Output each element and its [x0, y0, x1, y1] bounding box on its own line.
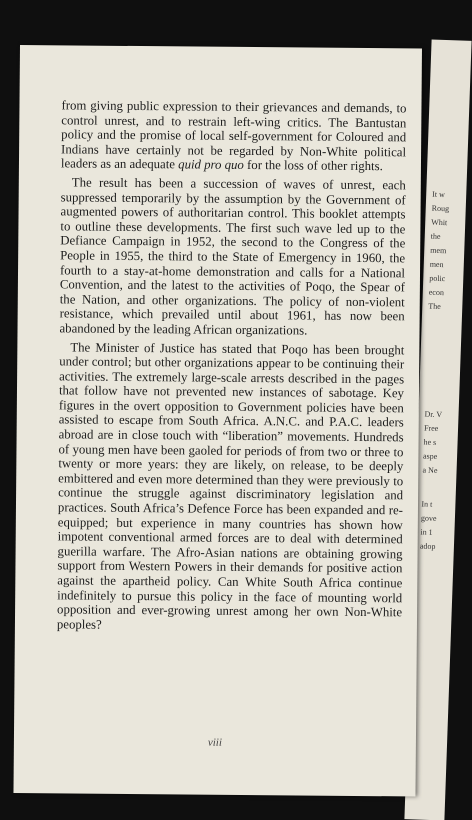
adjacent-text: It w — [432, 189, 446, 200]
adjacent-text: polic — [429, 273, 446, 284]
paragraph: The Minister of Justice has stated that Poqo has been brought under control; but other organizations appear to be continuing their activities. The extremely large-scale arrests described in the pages that follow have not prevented new instances of sabotage. Key figures in the overt opposition to Government policies have been assisted to escape from South Africa. A.N.C. and P.A.C. leaders abroad are in close touch with “liberation” movements. Hundreds of young men have been gaoled for periods of from two or three to twenty or more years: they are likely, on release, to be deeply embittered and even more determined than they were previously to continue the struggle against discriminatory legislation and practices. South Africa’s Defence Force has been expanded and re-equipped; but experience in many countries has shown how impotent conventional armed forces are to deal with determined guerilla warfare. The Afro-Asian nations are obtaining growing support from Western Powers in their demands for positive action against the apartheid policy. Can White South Africa continue indefinitely to pursue this policy in the face of mounting world opposition and ever-growing unrest among her own Non-White peoples? — [56, 339, 405, 632]
adjacent-text: Dr. V — [424, 409, 443, 420]
adjacent-text: aspe — [422, 451, 438, 461]
latin-phrase: quid pro quo — [178, 157, 244, 173]
paragraph: The result has been a succession of waves of unrest, each suppressed temporarily by the assumption by the Government of augmented powers of authoritarian control. This booklet attempts to outline these developments. The first such wave led up to the Defiance Campaign in 1952, the second to the Congress of the People in 1955, the third to the State of Emergency in 1960, the fourth to a stay-at-home demonstration and calls for a National Convention, and the latest to the activities of Poqo, the Spear of the Nation, and other organizations. The policy of non-violent resistance, which prevailed until about 1961, has now been abandoned by the leading African organizations. — [59, 175, 406, 338]
adjacent-text: a Ne — [422, 465, 438, 476]
adjacent-text: adop — [419, 541, 436, 551]
adjacent-text: in 1 — [420, 527, 433, 537]
paragraph: from giving public expression to their grievances and demands, to control unrest, and to restrain left-wing critics. The Bantustan policy and the promise of local self-government for Coloured and Indians have certainly not be regarded by Non-White political leaders as an adequate quid pro quo for the loss of other rights. — [60, 98, 407, 174]
adjacent-text: he s — [423, 437, 437, 447]
adjacent-text: Free — [423, 423, 439, 434]
adjacent-text: Roug — [431, 203, 450, 214]
page-number: viii — [207, 736, 223, 749]
adjacent-text: The — [428, 301, 441, 312]
adjacent-text: In t — [421, 499, 433, 509]
book-page — [13, 45, 422, 796]
adjacent-text: the — [430, 231, 441, 241]
body-text — [57, 98, 407, 638]
adjacent-text: Whit — [431, 217, 448, 228]
adjacent-text: mem — [430, 245, 447, 256]
adjacent-text: gove — [420, 513, 437, 523]
adjacent-text: men — [429, 259, 444, 270]
adjacent-text: econ — [428, 287, 445, 298]
